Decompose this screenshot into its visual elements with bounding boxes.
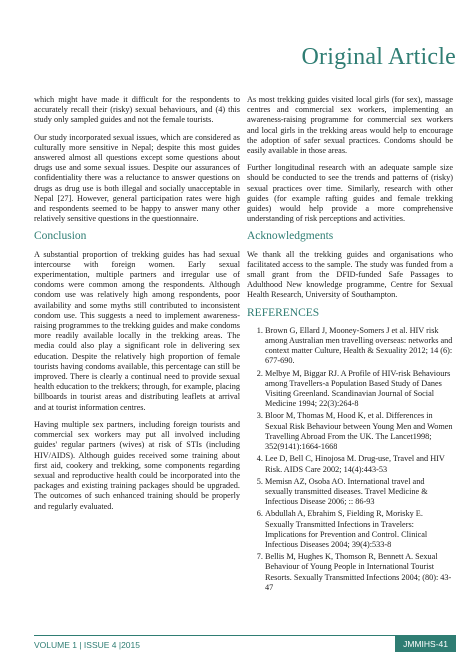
reference-item: 5. Memisn AZ, Osoba AO. International travel and sexually transmitted diseases. Travel Medicine & Infectious Disease 2006; :: 86-93 [265,477,453,508]
reference-item: 2. Melbye M, Biggar RJ. A Profile of HIV-risk Behaviours among Travellers-a Population Based Study of Danes Visiting Greenland. Scandinavian Journal of Social Medicine 1994; 22(3):264-8 [265,369,453,410]
right-column [247,95,453,595]
conclusion-heading: Conclusion [34,230,87,243]
body-paragraph: Our study incorporated sexual issues, which are considered as culturally more sensitive in Nepal; despite this most guides answered almost all questions except some questions about drugs use and some sexual issues. Despite our assurances of confidentiality there was a reluctance to answer questions on drugs as drug use is both illegal and socially unacceptable in Nepal [27]. However, general participation rates were high and respondents seemed to be happy to answer many other relatively sensitive questions in the questionnaire. [34,132,240,224]
references-heading: REFERENCES [247,306,320,319]
body-paragraph: As most trekking guides visited local girls (for sex), massage centres and commercial sex workers, implementing an awareness-raising programme for commercial sex workers and local girls in the trekking areas would help to encourage the adoption of safer sexual practices. Condoms should be easily available in those areas. [247,95,453,156]
body-paragraph: which might have made it difficult for the respondents to accurately recall their (risky) sexual behaviours, and (4) this study only sampled guides and not the female tourists. [34,95,240,125]
reference-item: 6. Abdullah A, Ebrahim S, Fielding R, Morisky E. Sexually Transmitted Infections in Travelers: Implications for Prevention and Control. Clinical Infectious Diseases 2004; 39(4):533-8 [265,509,453,550]
volume-issue-label: VOLUME 1 | ISSUE 4 |2015 [34,640,140,650]
acknowledgements-text: We thank all the trekking guides and organisations who facilitated access to the sample. The study was funded from a small grant from the DFID-funded Safe Passages to Adulthood New knowledge programme, Centre for Sexual Health Research, University of Southampton. [247,249,453,300]
page-footer [34,635,456,652]
reference-list [247,326,453,593]
reference-item: 1. Brown G, Ellard J, Mooney-Somers J et al. HIV risk among Australian men travelling overseas: networks and context matter Culture, Health & Sexuality 2012; 14 (6): 677-690. [265,326,453,367]
left-column [34,95,240,519]
body-paragraph: A substantial proportion of trekking guides has had sexual intercourse with foreign women. Early sexual experimentation, multiple partners and irregular use of condoms were common among the respondents. Although condom use was relatively high among respondents, poor availability and some myths still contributed to inconsistent condom use. This suggests a need to implement awareness-raising programmes to the trekking guides and make condoms more readily available locally in the trekking areas. The media could also play a significant role in delivering sex education. Despite the relatively high proportion of female tourists having condoms available, this percentage can still be improved. There is clearly a continual need to provide sexual health education to the trekkers; through, for example, placing billboards in tourist areas and distributing leaflets at arrival and at tourist information centres. [34,249,240,412]
journal-page-badge: JMMIHS-41 [395,636,456,652]
reference-item: 3. Bloor M, Thomas M, Hood K, et al. Differences in Sexual Risk Behaviour between Young Men and Women Travelling Abroad From the UK. The Lancet1998; 352(9141):1664-1668 [265,411,453,452]
reference-item: 4. Lee D, Bell C, Hinojosa M. Drug-use, Travel and HIV Risk. AIDS Care 2002; 14(4):443-53 [265,454,453,474]
reference-item: 7. Bellis M, Hughes K, Thomson R, Bennett A. Sexual Behaviour of Young People in International Tourist Resorts. Sexually Transmitted Infections 2004; (80): 43-47 [265,552,453,593]
article-type-title: Original Article [301,44,456,70]
acknowledgements-heading: Acknowledgments [247,230,334,243]
body-paragraph: Further longitudinal research with an adequate sample size should be conducted to see the trends and patterns of (risky) sexual practices over time. Similarly, research with other guides (for example rafting guides and female trekking guides) would help provide a more comprehensive understanding of risk perceptions and activities. [247,163,453,224]
body-paragraph: Having multiple sex partners, including foreign tourists and commercial sex workers may put all involved including guides' regular partners (wives) at risk of STIs (including HIV/AIDS). Although guides received some training about first aid, cookery and trekking, some components regarding sexual and reproductive health could be incorporated into the packages and existing training packages should be upgraded. The outcomes of such enhanced training should be properly and regularly evaluated. [34,419,240,511]
